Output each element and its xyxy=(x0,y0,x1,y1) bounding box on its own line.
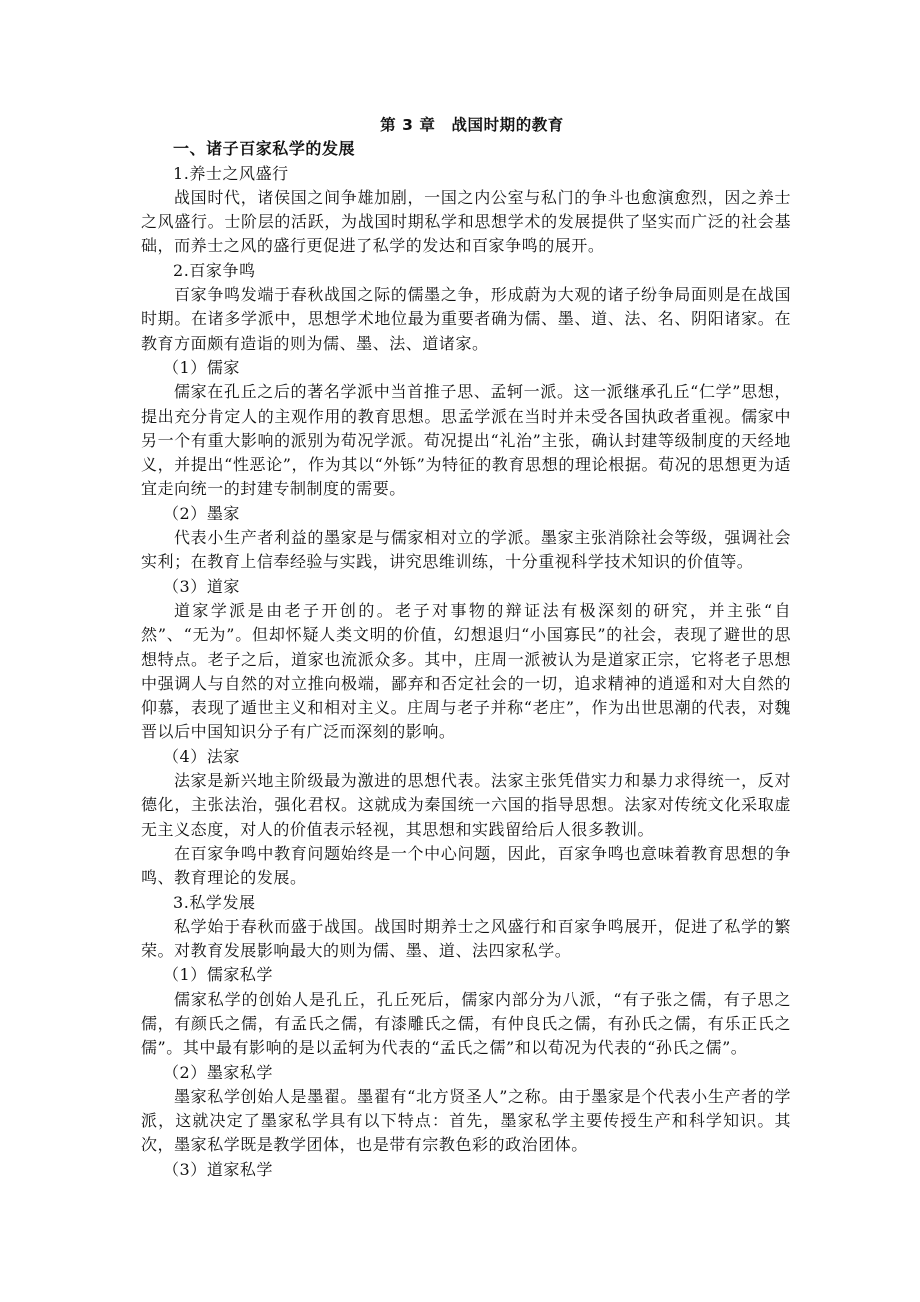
paragraph: 儒家在孔丘之后的著名学派中当首推子思、孟轲一派。这一派继承孔丘“仁学”思想，提出充分肯定人的主观作用的教育思想。思孟学派在当时并未受各国执政者重视。儒家中另一个有重大影响的派别为荀况学派。荀况提出“礼治”主张，确认封建等级制度的天经地义，并提出“性恶论”，作为其以“外铄”为特征的教育思想的理论根据。荀况的思想更为适宜走向统一的封建专制制度的需要。 xyxy=(141,382,791,499)
paragraph: 墨家私学创始人是墨翟。墨翟有“北方贤圣人”之称。由于墨家是个代表小生产者的学派，这就决定了墨家私学具有以下特点：首先，墨家私学主要传授生产和科学知识。其次，墨家私学既是教学团体，也是带有宗教色彩的政治团体。 xyxy=(141,1086,791,1155)
document-page xyxy=(141,113,791,1182)
subsection-heading: 2.百家争鸣 xyxy=(173,260,256,280)
school-heading: （2）墨家 xyxy=(163,503,240,523)
school-heading: （1）儒家私学 xyxy=(163,965,274,985)
paragraph: 战国时代，诸侯国之间争雄加剧，一国之内公室与私门的争斗也愈演愈烈，因之养士之风盛行。士阶层的活跃，为战国时期私学和思想学术的发展提供了坚实而广泛的社会基础，而养士之风的盛行更促进了私学的发达和百家争鸣的展开。 xyxy=(141,187,791,256)
paragraph: 道家学派是由老子开创的。老子对事物的辩证法有极深刻的研究，并主张“自然”、“无为”。但却怀疑人类文明的价值，幻想退归“小国寡民”的社会，表现了避世的思想特点。老子之后，道家也流派众多。其中，庄周一派被认为是道家正宗，它将老子思想中强调人与自然的对立推向极端，鄙弃和否定社会的一切，追求精神的逍遥和对大自然的仰慕，表现了遁世主义和相对主义。庄周与老子并称“老庄”，作为出世思潮的代表，对魏晋以后中国知识分子有广泛而深刻的影响。 xyxy=(141,600,791,742)
paragraph: 代表小生产者利益的墨家是与儒家相对立的学派。墨家主张消除社会等级，强调社会实利；在教育上信奉经验与实践，讲究思维训练，十分重视科学技术知识的价值等。 xyxy=(141,528,791,572)
school-heading: （3）道家私学 xyxy=(163,1159,274,1179)
school-heading: （2）墨家私学 xyxy=(163,1062,274,1082)
paragraph: 法家是新兴地主阶级最为激进的思想代表。法家主张凭借实力和暴力求得统一，反对德化，主张法治，强化君权。这就成为秦国统一六国的指导思想。法家对传统文化采取虚无主义态度，对人的价值表示轻视，其思想和实践留给后人很多教训。 xyxy=(141,771,791,839)
paragraph: 在百家争鸣中教育问题始终是一个中心问题，因此，百家争鸣也意味着教育思想的争鸣、教育理论的发展。 xyxy=(141,843,791,888)
paragraph: 儒家私学的创始人是孔丘，孔丘死后，儒家内部分为八派，“有子张之儒，有子思之儒，有颜氏之儒，有孟氏之儒，有漆雕氏之儒，有仲良氏之儒，有孙氏之儒，有乐正氏之儒”。其中最有影响的是以孟轲为代表的“孟氏之儒”和以荀况为代表的“孙氏之儒”。 xyxy=(141,989,791,1058)
section-heading: 一、诸子百家私学的发展 xyxy=(173,139,356,159)
school-heading: （3）道家 xyxy=(163,576,240,596)
paragraph: 百家争鸣发端于春秋战国之际的儒墨之争，形成蔚为大观的诸子纷争局面则是在战国时期。在诸多学派中，思想学术地位最为重要者确为儒、墨、道、法、名、阴阳诸家。在教育方面颇有造诣的则为儒、墨、法、道诸家。 xyxy=(141,285,791,353)
chapter-title: 第 3 章 战国时期的教育 xyxy=(380,116,564,134)
school-heading: （4）法家 xyxy=(163,746,240,766)
paragraph: 私学始于春秋而盛于战国。战国时期养士之风盛行和百家争鸣展开，促进了私学的繁荣。对教育发展影响最大的则为儒、墨、道、法四家私学。 xyxy=(141,916,791,961)
subsection-heading: 3.私学发展 xyxy=(173,892,256,912)
subsection-heading: 1.养士之风盛行 xyxy=(173,163,289,183)
school-heading: （1）儒家 xyxy=(163,357,240,377)
